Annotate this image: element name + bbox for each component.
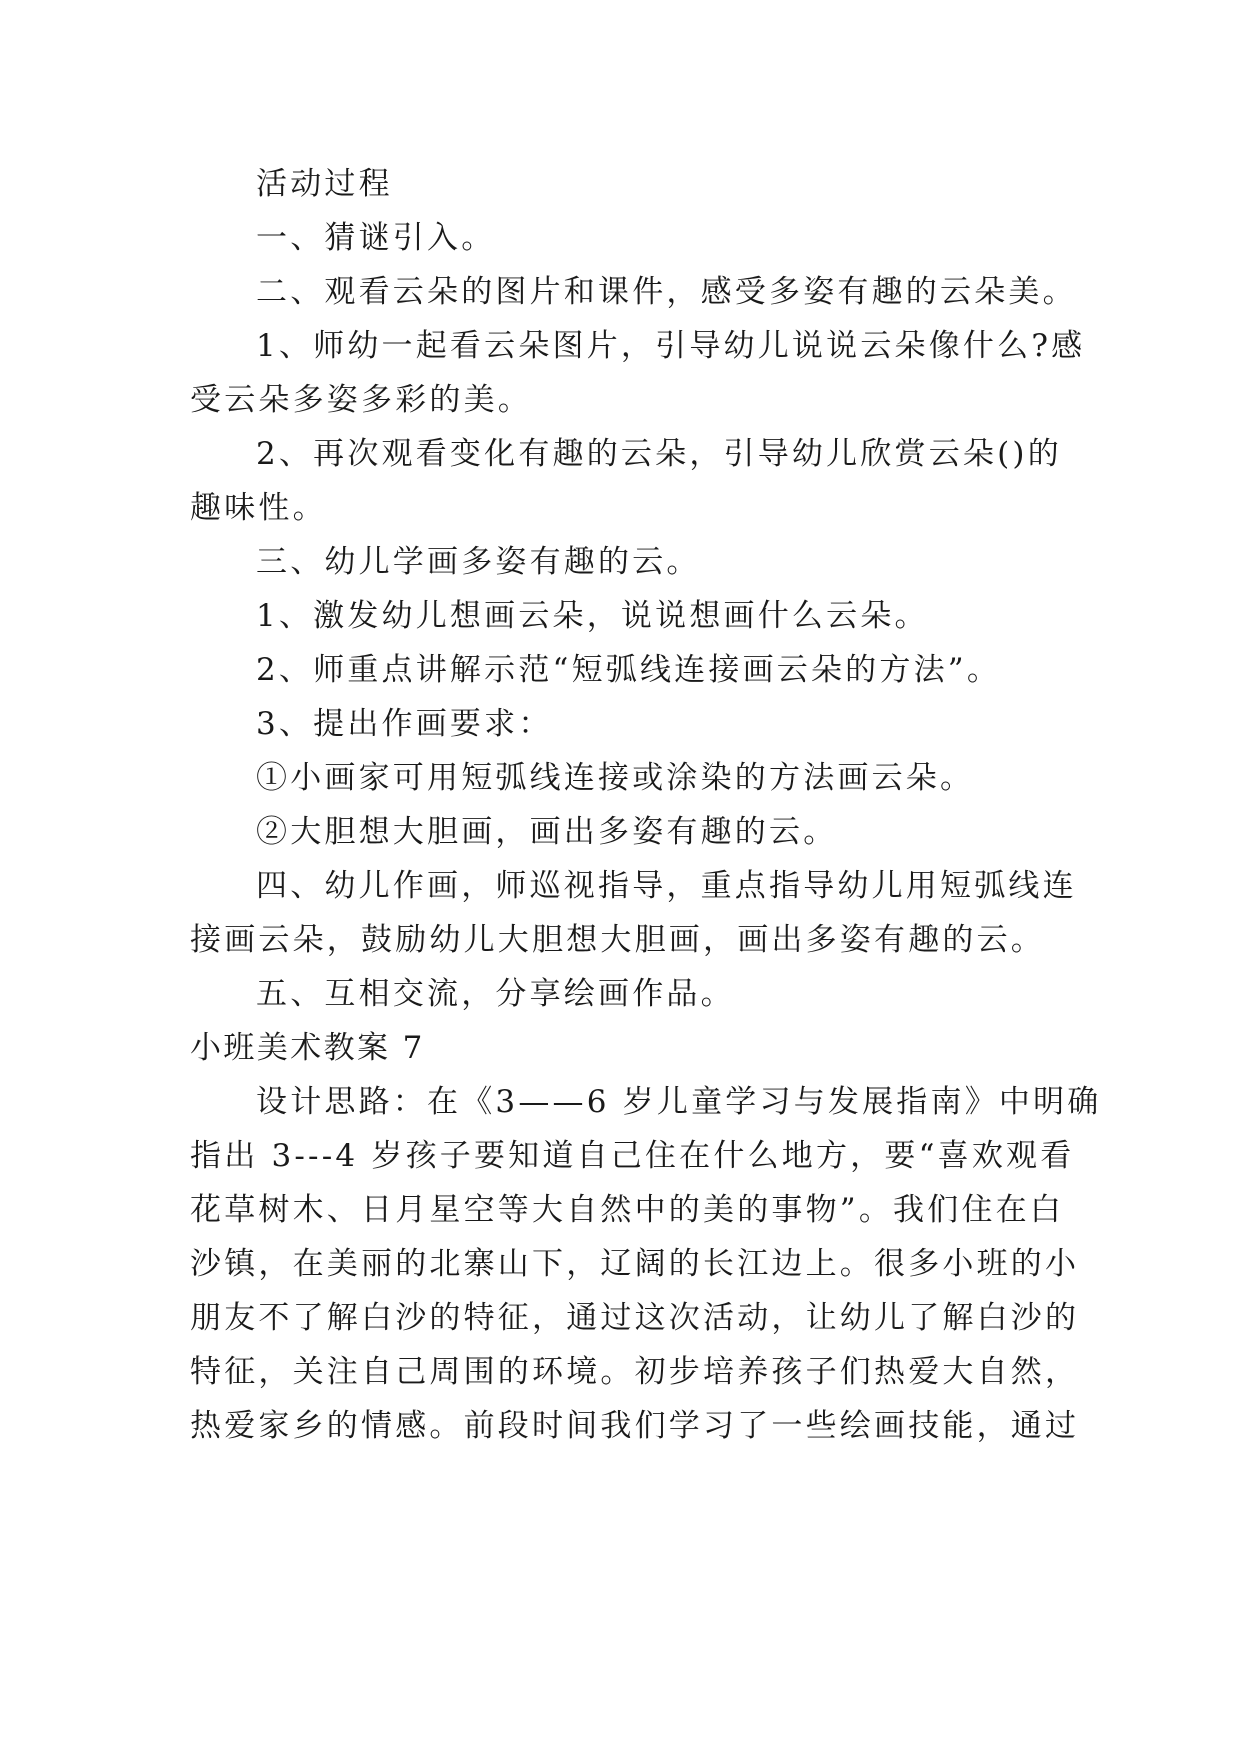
design-idea-line-1: 设计思路：在《3——6 岁儿童学习与发展指南》中明确: [256, 1084, 1102, 1120]
design-idea-line-2: 指出 3---4 岁孩子要知道自己住在什么地方，要“喜欢观看: [190, 1138, 1075, 1174]
step-three: 三、幼儿学画多姿有趣的云。: [256, 544, 701, 580]
step-three-item-2: 2、师重点讲解示范“短弧线连接画云朵的方法”。: [256, 652, 1002, 688]
step-three-item-3: 3、提出作画要求：: [256, 706, 553, 742]
step-two-item-1: 1、师幼一起看云朵图片，引导幼儿说说云朵像什么?感: [256, 328, 1086, 364]
step-four: 四、幼儿作画，师巡视指导，重点指导幼儿用短弧线连: [256, 868, 1077, 904]
step-two-item-2-continued: 趣味性。: [190, 490, 327, 526]
lesson-plan-title: 小班美术教案 7: [190, 1030, 425, 1066]
step-two-item-1-continued: 受云朵多姿多彩的美。: [190, 382, 532, 418]
step-four-continued: 接画云朵，鼓励幼儿大胆想大胆画，画出多姿有趣的云。: [190, 922, 1045, 958]
design-idea-line-3: 花草树木、日月星空等大自然中的美的事物”。我们住在白: [190, 1192, 1065, 1228]
requirement-2: ②大胆想大胆画，画出多姿有趣的云。: [256, 814, 838, 850]
step-one: 一、猜谜引入。: [256, 220, 496, 256]
step-two-item-2: 2、再次观看变化有趣的云朵，引导幼儿欣赏云朵()的: [256, 436, 1062, 472]
step-five: 五、互相交流，分享绘画作品。: [256, 976, 735, 1012]
design-idea-line-5: 朋友不了解白沙的特征，通过这次活动，让幼儿了解白沙的: [190, 1300, 1080, 1336]
step-three-item-1: 1、激发幼儿想画云朵，说说想画什么云朵。: [256, 598, 929, 634]
design-idea-line-4: 沙镇，在美丽的北寨山下，辽阔的长江边上。很多小班的小: [190, 1246, 1080, 1282]
section-heading-activity-process: 活动过程: [256, 166, 393, 202]
requirement-1: ①小画家可用短弧线连接或涂染的方法画云朵。: [256, 760, 975, 796]
design-idea-line-6: 特征，关注自己周围的环境。初步培养孩子们热爱大自然，: [190, 1354, 1080, 1390]
step-two: 二、观看云朵的图片和课件，感受多姿有趣的云朵美。: [256, 274, 1077, 310]
design-idea-line-7: 热爱家乡的情感。前段时间我们学习了一些绘画技能，通过: [190, 1408, 1080, 1444]
